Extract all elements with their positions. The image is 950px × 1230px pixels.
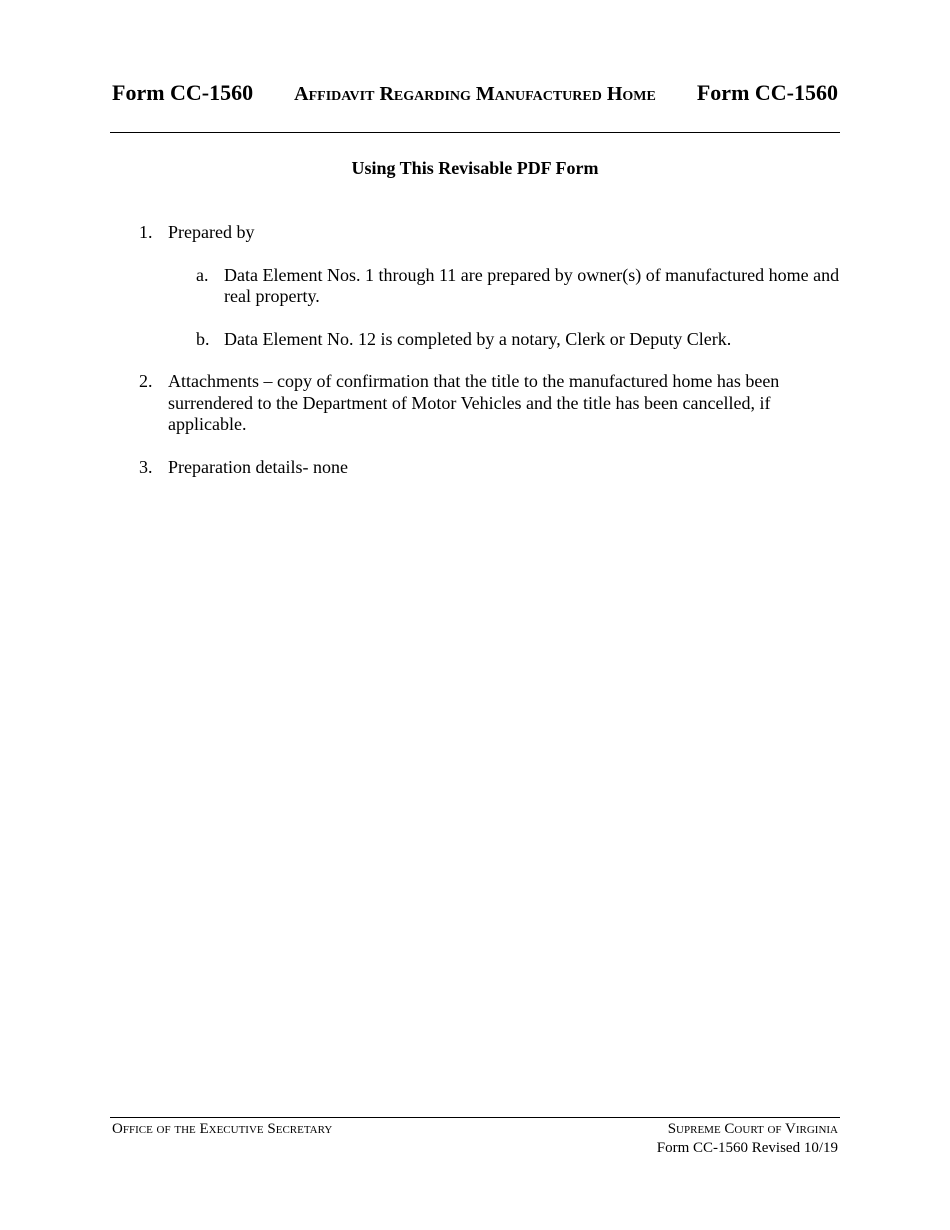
form-title: Affidavit Regarding Manufactured Home bbox=[294, 83, 656, 105]
form-number-right: Form CC-1560 bbox=[696, 80, 838, 105]
section-subtitle: Using This Revisable PDF Form bbox=[351, 158, 599, 178]
form-number-left: Form CC-1560 bbox=[112, 80, 254, 105]
instructions-list bbox=[110, 222, 840, 499]
footer-court-name: Supreme Court of Virginia bbox=[667, 1121, 838, 1137]
list-item bbox=[110, 457, 840, 479]
sub-item-text: Data Element No. 12 is completed by a notary, Clerk or Deputy Clerk. bbox=[224, 328, 732, 349]
sub-item-letter: b. bbox=[196, 328, 210, 349]
list-item bbox=[110, 222, 840, 350]
page-footer bbox=[110, 1117, 840, 1156]
page-header bbox=[110, 80, 840, 133]
footer-revision: Form CC-1560 Revised 10/19 bbox=[656, 1140, 838, 1156]
item-text: Preparation details- none bbox=[168, 456, 348, 477]
sub-item-letter: a. bbox=[196, 264, 209, 285]
item-text: Prepared by bbox=[168, 222, 255, 242]
footer-court-info bbox=[657, 1120, 838, 1158]
sub-list-item bbox=[110, 329, 840, 351]
item-number: 3. bbox=[139, 456, 153, 477]
item-number: 2. bbox=[139, 371, 153, 391]
sub-list-item bbox=[110, 265, 840, 308]
footer-office: Office of the Executive Secretary bbox=[112, 1121, 333, 1137]
item-number: 1. bbox=[139, 222, 153, 242]
item-text: Attachments – copy of confirmation that the title to the manufactured home has been surrendered to the Department of Motor Vehicles and the title has been cancelled, if applicable. bbox=[168, 371, 780, 434]
list-item bbox=[110, 371, 840, 436]
sub-item-text: Data Element Nos. 1 through 11 are prepared by owner(s) of manufactured home and real property. bbox=[224, 264, 840, 306]
